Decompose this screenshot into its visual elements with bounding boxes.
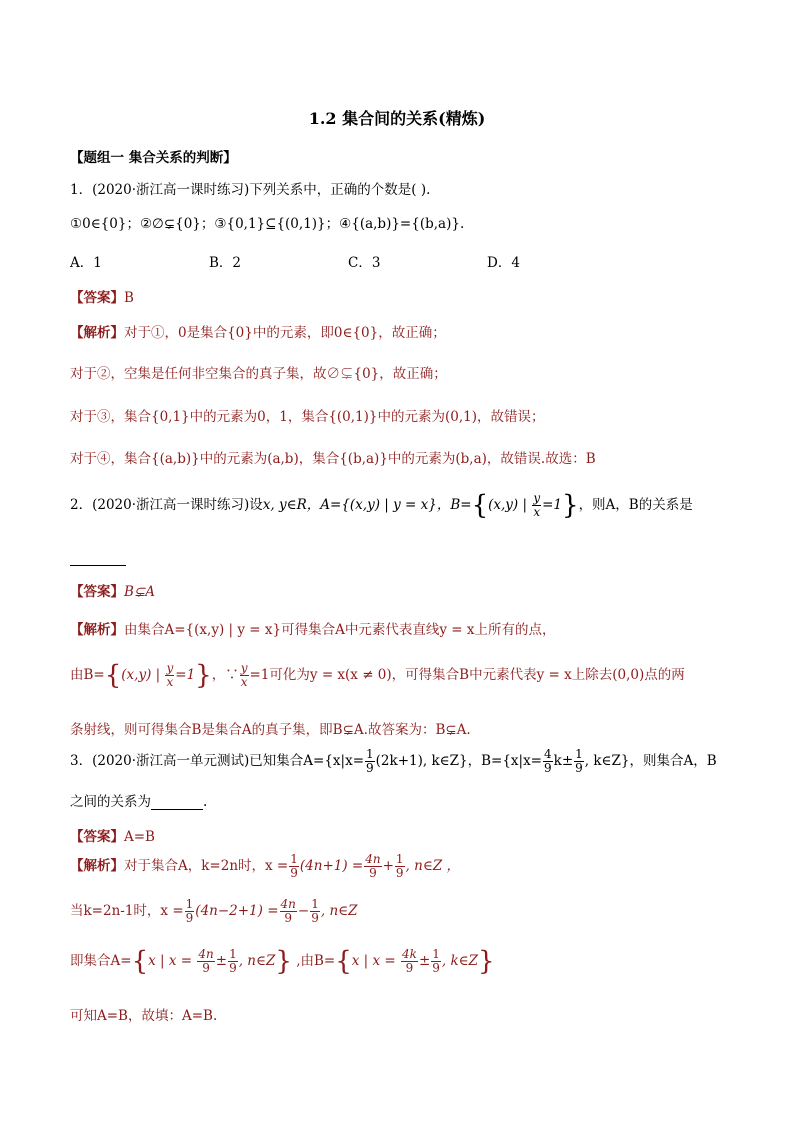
- page-title: 1.2 集合间的关系(精炼): [308, 109, 486, 128]
- q1-analysis-3: 对于③，集合{0,1}中的元素为0，1，集合{(0,1)}中的元素为(0,1)，故错误；: [70, 409, 545, 425]
- q1-analysis-2: 对于②，空集是任何非空集合的真子集，故∅⊊{0}，故正确；: [70, 366, 447, 382]
- option-d: D．4: [487, 255, 520, 271]
- q3-analysis-3: 即集合A={x | x = $\frac{4n}{9}$ ± $\frac{1}{9}$ , n∈Z} ,由B={x | x = $\frac{4k}{9}$ ± $\frac{1}{9}$ , k∈Z}: [70, 946, 495, 977]
- answer-blank: [151, 795, 203, 810]
- q2-answer-value: B⊊A: [124, 584, 155, 600]
- option-b: B．2: [209, 255, 242, 271]
- q2-stem: 2．(2020·浙江高一课时练习)设x, y∈R，A={(x,y) | y = x}，B={(x,y) | $\frac{y}{x}$ =1}，则A，B的关系是: [70, 490, 693, 521]
- q1-options: [70, 251, 626, 271]
- q1-answer-value: B: [124, 290, 134, 306]
- analysis-label: 【解析】: [70, 325, 124, 341]
- q1-items: ①0∈{0}；②∅⊊{0}；③{0,1}⊆{(0,1)}；④{(a,b)}={(b,a)}.: [70, 216, 465, 232]
- q1-answer: [70, 286, 134, 306]
- option-c: C．3: [348, 255, 381, 271]
- group-heading: 【题组一 集合关系的判断】: [70, 150, 237, 166]
- q3-analysis-1: 【解析】对于集合A，k=2n时，x = $\frac{1}{9}$ (4n+1) = $\frac{4n}{9}$ + $\frac{1}{9}$ , n∈Z ，: [70, 852, 460, 880]
- q3-stem-2: 之间的关系为 .: [70, 794, 208, 810]
- q3-stem: 3．(2020·浙江高一单元测试)已知集合A={x|x= $\frac{1}{9}$ (2k+1), k∈Z}，B={x|x= $\frac{4}{9}$ k± $\frac{1}{9}$ , k∈Z}，则集合A，B: [70, 747, 717, 775]
- q3-answer: 【答案】A=B: [70, 829, 155, 845]
- q3-analysis-2: 当k=2n-1时，x = $\frac{1}{9}$ (4n−2+1) = $\frac{4n}{9}$ − $\frac{1}{9}$ , n∈Z: [70, 897, 358, 925]
- answer-label: 【答案】: [70, 290, 124, 306]
- q2-analysis-3: 条射线，则可得集合B是集合A的真子集，即B⊊A.故答案为：B⊊A.: [70, 722, 471, 738]
- answer-blank: [70, 551, 126, 566]
- q2-answer: 【答案】B⊊A: [70, 584, 155, 600]
- q1-stem: 1．(2020·浙江高一课时练习)下列关系中，正确的个数是( ).: [70, 182, 431, 198]
- q1-analysis-1: 【解析】对于①，0是集合{0}中的元素，即0∈{0}，故正确；: [70, 325, 446, 341]
- q2-analysis-2: 由B={(x,y) | $\frac{y}{x}$ =1}，∵ $\frac{y}{x}$ =1可化为y = x(x ≠ 0)，可得集合B中元素代表y = x上除去(0,0)点的两: [70, 660, 685, 691]
- q2-blank: [70, 550, 126, 566]
- q2-analysis-1: 【解析】由集合A={(x,y) | y = x}可得集合A中元素代表直线y = x上所有的点，: [70, 622, 556, 638]
- q3-analysis-4: 可知A=B，故填：A=B.: [70, 1008, 218, 1024]
- q1-analysis-4: 对于④，集合{(a,b)}中的元素为(a,b)，集合{(b,a)}中的元素为(b,a)，故错误.故选：B: [70, 451, 596, 467]
- option-a: A．1: [70, 255, 102, 271]
- q3-answer-value: A=B: [124, 829, 155, 845]
